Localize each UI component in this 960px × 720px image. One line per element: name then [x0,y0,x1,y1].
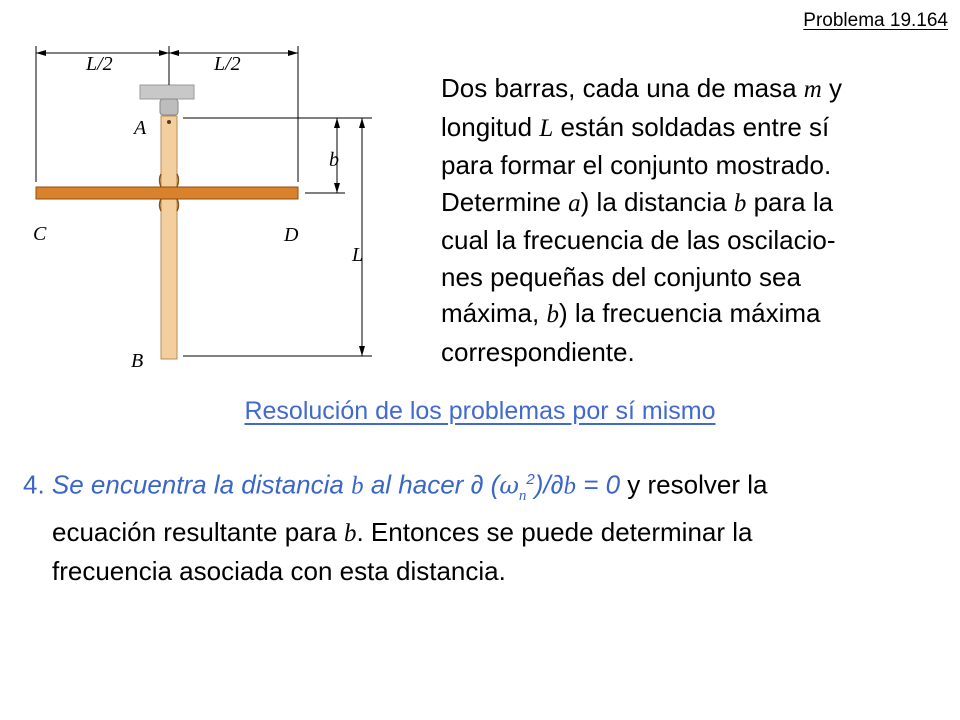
section-link-title[interactable]: Resolución de los problemas por sí mismo [244,397,716,425]
superscript-2: 2 [526,471,535,488]
text: ( [483,469,500,500]
partial-symbol: ∂ [470,469,484,500]
problem-line [441,70,951,109]
problem-line [441,109,951,148]
problem-line: cual la frecuencia de las oscilacio- [441,225,836,255]
pivot-point [167,120,171,124]
problem-line: para formar el conjunto mostrado. [441,150,832,180]
var-l: L [539,114,554,142]
text: máxima, [441,298,547,328]
partial-symbol: ∂ [550,469,564,500]
text: ecuación resultante para [52,517,344,548]
problem-number-label: Problema 19.164 [803,10,948,31]
problem-line [441,184,951,223]
problem-line: nes pequeñas del conjunto sea [441,261,801,292]
problem-line: correspondiente. [441,336,635,367]
var-b: b [546,301,559,328]
var-b: b [343,520,357,548]
hint-line: frecuencia asociada con esta distancia. [52,555,506,586]
solution-hint [23,462,948,589]
var-b: b [733,189,747,217]
text: )/ [534,469,551,500]
label-point-c: C [33,223,47,245]
text: = 0 [575,469,621,500]
problem-line [441,295,951,334]
text: y [821,73,843,103]
subscript-n: n [518,487,527,504]
text: ) la frecuencia máxima [558,298,821,328]
label-point-b: B [131,350,144,372]
var-m: m [803,76,822,103]
pendulum-diagram [0,0,440,400]
text: Determine [441,186,569,217]
horizontal-bar-cd [36,187,298,199]
text: para la [746,186,834,217]
label-point-a: A [134,117,147,139]
hint-line [23,462,948,514]
var-a: a [568,189,581,217]
label-dim-l: L [352,244,364,266]
text: y resolver la [620,469,768,500]
text: . Entonces se puede determinar la [356,517,753,548]
pin-support [160,99,178,115]
var-b: b [563,472,576,500]
vertical-bar-ab [161,116,177,359]
text: ) la distancia [580,186,734,217]
omega-symbol: ω [499,471,519,500]
var-b: b [351,472,364,500]
ceiling-support [140,85,194,99]
label-half-right: L/2 [214,53,241,75]
text: Se encuentra la distancia [44,469,352,500]
text: longitud [441,111,540,142]
label-half-left: L/2 [86,53,113,75]
label-point-d: D [284,224,299,246]
text: al hacer [363,469,471,500]
hint-number: 4. [23,469,45,500]
label-dim-b: b [329,149,339,171]
problem-statement [441,70,951,370]
hint-line [23,514,948,553]
text: Dos barras, cada una de masa [441,73,804,103]
right-dimension-lines [183,118,372,356]
text: están soldadas entre sí [553,111,830,142]
